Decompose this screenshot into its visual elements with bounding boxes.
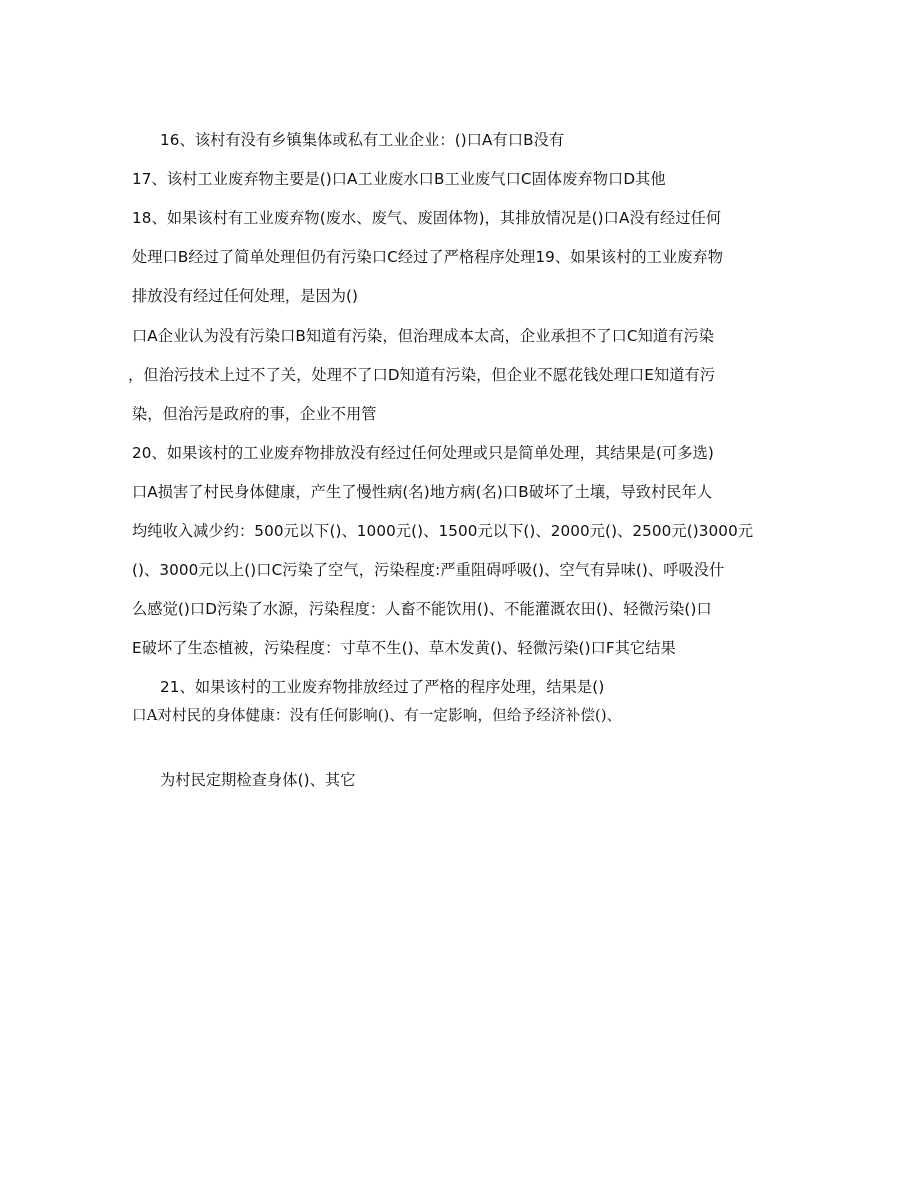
question-20-line-2: 口A损害了村民身体健康，产生了慢性病(名)地方病(名)口B破坏了土壤，导致村民年人 <box>132 483 713 501</box>
question-19-options-line-1: 口A企业认为没有污染口B知道有污染，但治理成本太高，企业承担不了口C知道有污染 <box>132 327 715 345</box>
question-21-line-3: 为村民定期检查身体()、其它 <box>160 771 356 789</box>
question-20-line-3: 均纯收入减少约：500元以下()、1000元()、1500元以下()、2000元()、2500元()3000元 <box>132 522 754 540</box>
question-21-line-2: 口A对村民的身体健康：没有任何影响()、有一定影响，但给予经济补偿()、 <box>132 707 622 724</box>
question-20-line-5: 么感觉()口D污染了水源，污染程度：人畜不能饮用()、不能灌溉农田()、轻微污染()口 <box>132 600 712 618</box>
question-21-line-1: 21、如果该村的工业废弃物排放经过了严格的程序处理，结果是() <box>160 678 605 696</box>
question-20-line-4: ()、3000元以上()口C污染了空气，污染程度:严重阻碍呼吸()、空气有异味()、呼吸没什 <box>132 561 725 579</box>
question-20-line-1: 20、如果该村的工业废弃物排放没有经过任何处理或只是简单处理，其结果是(可多选) <box>132 444 714 462</box>
question-20-line-6: E破坏了生态植被，污染程度：寸草不生()、草木发黄()、轻微污染()口F其它结果 <box>132 639 676 657</box>
question-19-options-line-2: ，但治污技术上过不了关，处理不了口D知道有污染，但企业不愿花钱处理口E知道有污 <box>128 366 716 384</box>
question-18-line-2: 处理口B经过了简单处理但仍有污染口C经过了严格程序处理19、如果该村的工业废弃物 <box>132 248 724 266</box>
question-17-line: 17、该村工业废弃物主要是()口A工业废水口B工业废气口C固体废弃物口D其他 <box>132 170 666 188</box>
question-19-line-1: 排放没有经过任何处理，是因为() <box>132 287 359 305</box>
question-18-line-1: 18、如果该村有工业废弃物(废水、废气、废固体物)，其排放情况是()口A没有经过任何 <box>132 209 722 227</box>
question-16-line: 16、该村有没有乡镇集体或私有工业企业：()口A有口B没有 <box>160 131 565 149</box>
question-19-options-line-3: 染，但治污是政府的事，企业不用管 <box>132 405 377 423</box>
